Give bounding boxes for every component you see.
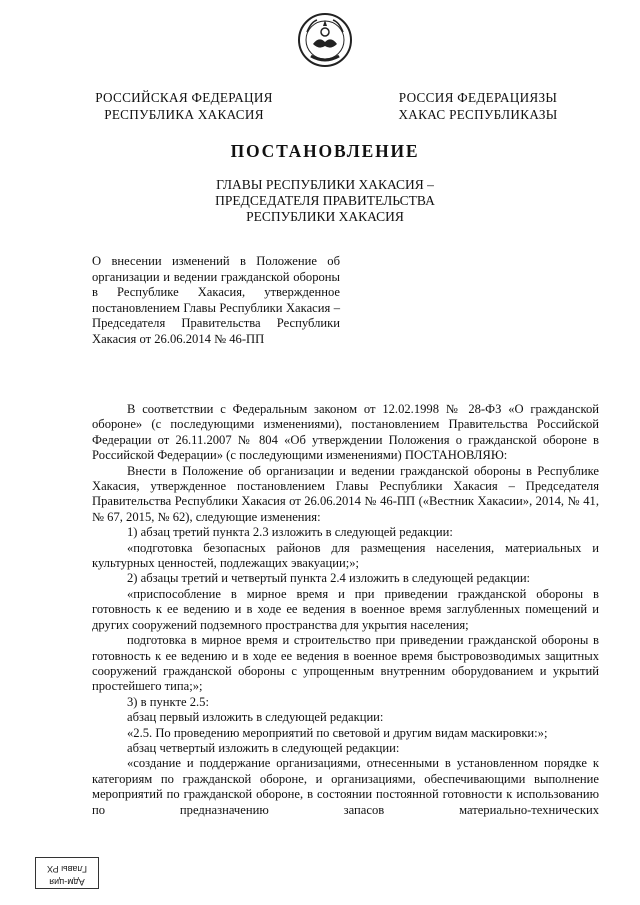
document-body — [92, 402, 599, 818]
paragraph: 3) в пункте 2.5: — [127, 694, 209, 709]
coat-of-arms-emblem — [297, 12, 353, 68]
paragraph: «подготовка безопасных районов для размещения населения, материальных и культурных ценностей, подлежащих эвакуации;»; — [92, 540, 599, 571]
paragraph: «создание и поддержание организациями, отнесенными в установленном порядке к категориям по гражданской обороне, и организациями, обеспечивающими выполнение мероприятий по гражданской обороне, в состоянии постоянной готовности к использованию по предназначению запасов материально-технических — [92, 756, 599, 817]
paragraph: «2.5. По проведению мероприятий по световой и другим видам маскировки:»; — [127, 725, 548, 740]
header-right-line-2: ХАКАС РЕСПУБЛИКАЗЫ — [398, 107, 558, 122]
header-left-line-2: РЕСПУБЛИКА ХАКАСИЯ — [104, 107, 264, 122]
document-title: ПОСТАНОВЛЕНИЕ — [230, 141, 420, 161]
paragraph: абзац первый изложить в следующей редакции: — [127, 710, 384, 725]
header-left — [84, 89, 284, 123]
issuer-line-2: ПРЕДСЕДАТЕЛЯ ПРАВИТЕЛЬСТВА — [215, 193, 435, 209]
issuer-line-3: РЕСПУБЛИКИ ХАКАСИЯ — [246, 209, 404, 225]
paragraph: подготовка в мирное время и строительство при приведении гражданской обороны в готовность к ее ведению и в ходе ее ведения в военное время быстровозводимых защитных сооружений гражданской обороны с упрощенным внутренним оборудованием и укрытий простейшего типа;»; — [92, 633, 599, 694]
subject-heading: О внесении изменений в Положение об организации и ведении гражданской обороны в Республике Хакасия, утвержденное постановлением Главы Республики Хакасия – Председателя Правительства Республики Хакасия от 26.06.2014 № 46-ПП — [92, 254, 340, 346]
paragraph: В соответствии с Федеральным законом от 12.02.1998 № 28-ФЗ «О гражданской обороне» (с последующими изменениями), постановлением Правительства Российской Федерации от 26.11.2007 № 804 «Об утверждении Положения о гражданской обороне в Российской Федерации» (с последующими изменениями) ПОСТАНОВЛЯЮ: — [92, 402, 599, 463]
paragraph: «приспособление в мирное время и при приведении гражданской обороны в готовность к ее ведению и в ходе ее ведения в военное время заглубленных помещений и других сооружений подземного пространства для укрытия населения; — [92, 586, 599, 632]
stamp-line-2: Главы РХ — [47, 864, 87, 874]
header-right — [378, 89, 578, 123]
paragraph: 2) абзацы третий и четвертый пункта 2.4 изложить в следующей редакции: — [127, 571, 531, 586]
header-left-line-1: РОССИЙСКАЯ ФЕДЕРАЦИЯ — [95, 90, 273, 105]
issuer-block — [0, 177, 640, 226]
issuer-line-1: ГЛАВЫ РЕСПУБЛИКИ ХАКАСИЯ – — [216, 177, 434, 192]
registry-stamp — [35, 857, 99, 889]
paragraph: 1) абзац третий пункта 2.3 изложить в следующей редакции: — [127, 525, 453, 540]
paragraph: абзац четвертый изложить в следующей редакции: — [127, 740, 400, 755]
paragraph: Внести в Положение об организации и ведении гражданской обороны в Республике Хакасия, утвержденное постановлением Главы Республики Хакасия – Председателя Правительства Республики Хакасия от 26.06.2014 № 46-ПП («Вестник Хакасии», 2014, № 41, № 67, 2015, № 62), следующие изменения: — [92, 463, 599, 524]
header-right-line-1: РОССИЯ ФЕДЕРАЦИЯЗЫ — [398, 90, 558, 105]
stamp-line-1: Адм-ция — [49, 877, 85, 887]
